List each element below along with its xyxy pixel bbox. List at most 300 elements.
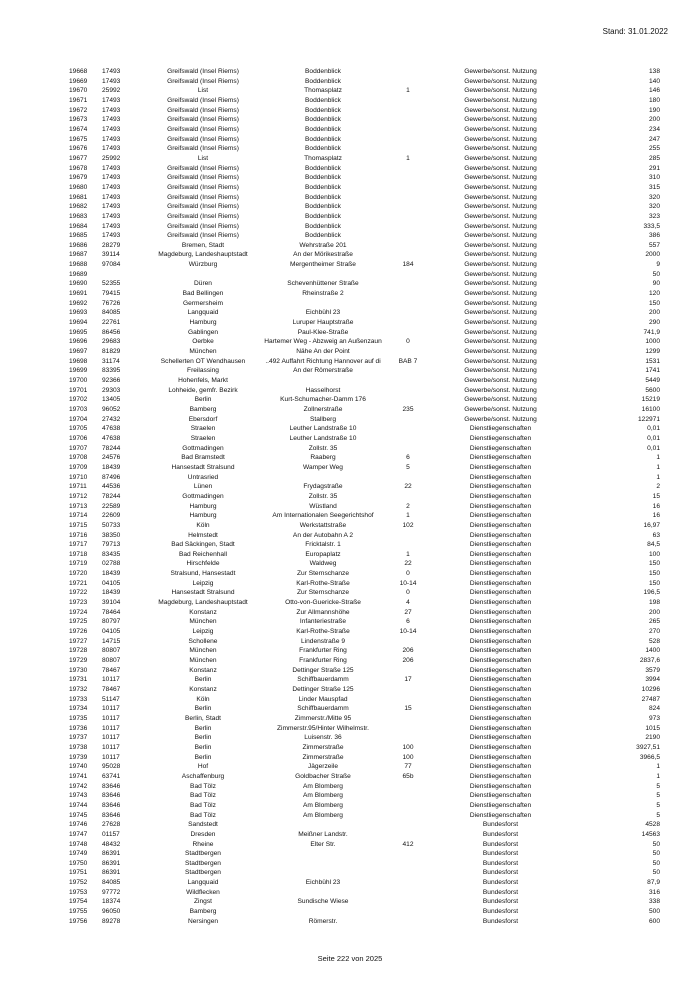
cell-flaeche: 9	[656, 261, 660, 269]
cell-flaeche: 84,5	[647, 541, 660, 549]
cell-nutzungsart: Gewerbe/sonst. Nutzung	[464, 125, 537, 133]
cell-ort: München	[189, 657, 217, 665]
cell-hausnummer	[388, 695, 428, 705]
table-row	[0, 811, 700, 821]
cell-ort: Gottmadingen	[182, 444, 224, 452]
cell-ort: Magdeburg, Landeshauptstadt	[158, 251, 248, 259]
cell-flaeche: 316	[648, 888, 660, 896]
cell-lfd-nr: 19688	[69, 261, 88, 269]
cell-ort: Straelen	[190, 425, 216, 433]
cell-strasse: Boddenblick	[305, 106, 341, 114]
cell-lfd-nr: 19744	[69, 801, 88, 809]
cell-nutzungsart: Gewerbe/sonst. Nutzung	[464, 405, 537, 413]
cell-strasse: Jägerzeile	[307, 763, 339, 771]
table-row	[0, 154, 700, 164]
cell-flaeche: 338	[648, 898, 660, 906]
cell-plz: 18374	[102, 898, 121, 906]
cell-strasse: An der Mörikestraße	[293, 251, 353, 259]
cell-plz: 79415	[102, 290, 121, 298]
cell-flaeche: 1000	[645, 338, 660, 346]
cell-plz: 83435	[102, 550, 121, 558]
cell-nutzungsart: Gewerbe/sonst. Nutzung	[464, 174, 537, 182]
cell-lfd-nr: 19712	[69, 492, 88, 500]
table-row	[0, 685, 700, 695]
cell-ort: München	[189, 348, 217, 356]
cell-hausnummer: 6	[406, 618, 410, 626]
cell-hausnummer	[388, 685, 428, 695]
cell-plz: 84085	[102, 879, 121, 887]
cell-lfd-nr: 19679	[69, 174, 88, 182]
cell-lfd-nr: 19721	[69, 579, 88, 587]
cell-ort: Greifswald (Insel Riems)	[167, 222, 239, 230]
cell-flaeche: 87,9	[647, 879, 660, 887]
cell-lfd-nr: 19707	[69, 444, 88, 452]
cell-nutzungsart: Dienstliegenschaften	[469, 695, 532, 703]
cell-lfd-nr: 19731	[69, 676, 88, 684]
cell-plz: 22761	[102, 319, 121, 327]
cell-plz: 83395	[102, 367, 121, 375]
cell-strasse: Am Blomberg	[303, 811, 343, 819]
cell-flaeche: 5	[656, 801, 660, 809]
cell-flaeche: 150	[648, 299, 660, 307]
cell-flaeche: 320	[648, 193, 660, 201]
table-row	[0, 318, 700, 328]
cell-strasse: Leuther Landstraße 10	[289, 434, 357, 442]
table-row	[0, 617, 700, 627]
cell-strasse: Römerstr.	[308, 917, 338, 925]
cell-plz: 86456	[102, 328, 121, 336]
cell-nutzungsart: Gewerbe/sonst. Nutzung	[464, 299, 537, 307]
cell-lfd-nr: 19675	[69, 135, 88, 143]
cell-strasse: ..492 Auffahrt Richtung Hannover auf di	[265, 357, 381, 365]
cell-strasse: Boddenblick	[305, 135, 341, 143]
cell-plz: 17493	[102, 116, 121, 124]
cell-hausnummer	[388, 859, 428, 869]
cell-nutzungsart: Dienstliegenschaften	[469, 502, 532, 510]
cell-nutzungsart: Dienstliegenschaften	[469, 734, 532, 742]
cell-flaeche: 10296	[641, 686, 660, 693]
cell-lfd-nr: 19736	[69, 724, 88, 732]
cell-plz: 89278	[102, 917, 121, 925]
cell-hausnummer	[388, 289, 428, 299]
cell-ort: Greifswald (Insel Riems)	[167, 106, 239, 114]
cell-ort: Berlin	[194, 676, 212, 684]
cell-ort: Berlin	[194, 734, 212, 742]
cell-hausnummer	[388, 164, 428, 174]
cell-nutzungsart: Dienstliegenschaften	[469, 579, 532, 587]
cell-lfd-nr: 19672	[69, 106, 88, 114]
cell-flaeche: 290	[648, 319, 660, 327]
cell-flaeche: 265	[648, 618, 660, 626]
cell-flaeche: 285	[648, 154, 660, 162]
table-row	[0, 260, 700, 270]
table-row	[0, 96, 700, 106]
table-row	[0, 289, 700, 299]
cell-nutzungsart: Gewerbe/sonst. Nutzung	[464, 386, 537, 394]
cell-lfd-nr: 19735	[69, 714, 88, 722]
cell-hausnummer: 235	[402, 405, 414, 413]
cell-ort: Hansestadt Stralsund	[171, 463, 235, 471]
cell-ort: Lohheide, gemfr. Bezirk	[168, 386, 238, 394]
cell-ort: Bad Tölz	[190, 801, 216, 809]
cell-nutzungsart: Gewerbe/sonst. Nutzung	[464, 68, 537, 75]
cell-flaeche: 200	[648, 309, 660, 317]
cell-lfd-nr: 19685	[69, 232, 88, 240]
cell-flaeche: 150	[648, 560, 660, 568]
cell-flaeche: 255	[648, 145, 660, 153]
cell-hausnummer	[388, 386, 428, 396]
cell-plz: 17493	[102, 96, 121, 104]
cell-flaeche: 557	[648, 241, 660, 249]
cell-ort: Greifswald (Insel Riems)	[167, 203, 239, 211]
cell-hausnummer	[388, 395, 428, 405]
table-row	[0, 666, 700, 676]
cell-nutzungsart: Gewerbe/sonst. Nutzung	[464, 193, 537, 201]
cell-lfd-nr: 19693	[69, 309, 88, 317]
cell-flaeche: 146	[648, 87, 660, 95]
cell-hausnummer: 206	[402, 657, 414, 665]
cell-hausnummer	[388, 531, 428, 541]
cell-hausnummer	[388, 444, 428, 454]
cell-flaeche: 3994	[645, 676, 660, 684]
cell-hausnummer	[388, 917, 428, 927]
cell-lfd-nr: 19748	[69, 840, 88, 848]
table-row	[0, 444, 700, 454]
cell-hausnummer	[388, 724, 428, 734]
cell-nutzungsart: Gewerbe/sonst. Nutzung	[464, 338, 537, 346]
cell-lfd-nr: 19727	[69, 637, 88, 645]
cell-nutzungsart: Gewerbe/sonst. Nutzung	[464, 328, 537, 336]
cell-lfd-nr: 19680	[69, 183, 88, 191]
cell-ort: Bamberg	[189, 908, 217, 916]
cell-hausnummer	[388, 183, 428, 193]
cell-plz: 17493	[102, 193, 121, 201]
cell-nutzungsart: Dienstliegenschaften	[469, 473, 532, 481]
cell-hausnummer	[388, 241, 428, 251]
cell-strasse: Karl-Rothe-Straße	[296, 579, 350, 587]
cell-hausnummer	[388, 473, 428, 483]
table-row	[0, 183, 700, 193]
cell-lfd-nr: 19709	[69, 463, 88, 471]
cell-plz: 86391	[102, 869, 121, 877]
cell-flaeche: 1	[656, 473, 660, 481]
cell-hausnummer	[388, 714, 428, 724]
cell-ort: Greifswald (Insel Riems)	[167, 212, 239, 220]
cell-plz: 83646	[102, 792, 121, 800]
cell-strasse: Karl-Rothe-Straße	[296, 628, 350, 636]
cell-nutzungsart: Dienstliegenschaften	[469, 483, 532, 491]
cell-hausnummer: 1	[406, 512, 410, 520]
cell-flaeche: 50	[652, 850, 660, 858]
table-row	[0, 637, 700, 647]
cell-ort: Stadtbergen	[185, 869, 221, 877]
cell-strasse: Boddenblick	[305, 96, 341, 104]
cell-ort: Lünen	[193, 483, 213, 491]
table-row	[0, 917, 700, 927]
cell-lfd-nr: 19714	[69, 512, 88, 520]
cell-strasse: Boddenblick	[305, 145, 341, 153]
cell-plz: 63741	[102, 772, 121, 780]
cell-lfd-nr: 19756	[69, 917, 88, 925]
cell-ort: Würzburg	[188, 261, 218, 269]
table-row	[0, 897, 700, 907]
cell-plz: 17493	[102, 232, 121, 240]
cell-ort: Hirschfelde	[186, 560, 220, 568]
cell-hausnummer	[388, 888, 428, 898]
cell-flaeche: 3966,5	[639, 753, 660, 761]
cell-strasse	[258, 888, 388, 898]
cell-flaeche: 333,5	[643, 222, 660, 230]
cell-ort: Hamburg	[189, 319, 217, 327]
cell-nutzungsart: Dienstliegenschaften	[469, 454, 532, 462]
cell-hausnummer: BAB 7	[398, 357, 418, 365]
cell-flaeche: 5	[656, 782, 660, 790]
cell-nutzungsart: Dienstliegenschaften	[469, 686, 532, 693]
cell-strasse: Zimmerstr.95/Hinter Wilhelmstr.	[277, 724, 369, 732]
cell-hausnummer: 65b	[402, 772, 414, 780]
cell-hausnummer	[388, 77, 428, 87]
cell-lfd-nr: 19741	[69, 772, 88, 780]
cell-flaeche: 5449	[645, 377, 660, 384]
cell-plz: 02788	[102, 560, 121, 568]
table-row	[0, 646, 700, 656]
cell-lfd-nr: 19738	[69, 743, 88, 751]
table-row	[0, 366, 700, 376]
cell-lfd-nr: 19716	[69, 531, 88, 539]
cell-ort: Greifswald (Insel Riems)	[167, 77, 239, 85]
cell-lfd-nr: 19754	[69, 898, 88, 906]
cell-flaeche: 0,01	[647, 434, 660, 442]
cell-nutzungsart: Bundesforst	[482, 859, 519, 867]
cell-strasse: Elter Str.	[310, 840, 336, 848]
cell-hausnummer	[388, 540, 428, 550]
cell-strasse: Mergentheimer Straße	[290, 261, 356, 269]
cell-plz: 47638	[102, 434, 121, 442]
cell-flaeche: 1741	[645, 367, 660, 375]
table-row	[0, 202, 700, 212]
cell-flaeche: 1	[656, 454, 660, 462]
cell-nutzungsart: Gewerbe/sonst. Nutzung	[464, 319, 537, 327]
cell-hausnummer: 0	[406, 338, 410, 346]
cell-ort: Hof	[197, 763, 209, 771]
cell-nutzungsart: Bundesforst	[482, 908, 519, 916]
cell-hausnummer: 1	[406, 87, 410, 95]
cell-hausnummer: 10-14	[399, 579, 417, 587]
cell-hausnummer: 22	[404, 560, 412, 568]
cell-strasse: Zimmerstraße	[302, 743, 344, 751]
cell-flaeche: 140	[648, 77, 660, 85]
cell-ort: Bad Tölz	[190, 811, 216, 819]
cell-nutzungsart: Gewerbe/sonst. Nutzung	[464, 135, 537, 143]
cell-hausnummer: 22	[404, 483, 412, 491]
cell-strasse: Zollstr. 35	[308, 444, 338, 452]
cell-nutzungsart: Gewerbe/sonst. Nutzung	[464, 222, 537, 230]
cell-ort: Greifswald (Insel Riems)	[167, 164, 239, 172]
cell-plz: 29303	[102, 386, 121, 394]
cell-flaeche: 600	[648, 917, 660, 925]
table-row	[0, 695, 700, 705]
cell-flaeche: 2000	[645, 251, 660, 259]
cell-flaeche: 5	[656, 811, 660, 819]
cell-strasse: Hartemer Weg - Abzweig an Außenzaun	[264, 338, 382, 346]
cell-lfd-nr: 19745	[69, 811, 88, 819]
table-row	[0, 67, 700, 77]
cell-flaeche: 150	[648, 570, 660, 578]
cell-nutzungsart: Dienstliegenschaften	[469, 628, 532, 636]
cell-ort: Gablingen	[187, 328, 219, 336]
cell-strasse: Boddenblick	[305, 116, 341, 124]
cell-ort: Greifswald (Insel Riems)	[167, 125, 239, 133]
cell-flaeche: 200	[648, 608, 660, 616]
table-row	[0, 270, 700, 280]
cell-lfd-nr: 19699	[69, 367, 88, 375]
cell-hausnummer	[388, 492, 428, 502]
cell-plz: 18439	[102, 589, 121, 597]
cell-plz: 01157	[102, 830, 120, 838]
cell-nutzungsart: Gewerbe/sonst. Nutzung	[464, 290, 537, 298]
cell-ort: Greifswald (Insel Riems)	[167, 183, 239, 191]
cell-plz: 39114	[102, 251, 120, 259]
cell-plz: 27432	[102, 415, 121, 423]
table-row	[0, 279, 700, 289]
cell-plz: 81829	[102, 348, 121, 356]
cell-nutzungsart: Dienstliegenschaften	[469, 657, 532, 665]
cell-strasse: Zur Allmannshöhe	[296, 608, 350, 616]
cell-ort: Bad Tölz	[190, 792, 216, 800]
cell-strasse	[258, 820, 388, 830]
cell-nutzungsart: Dienstliegenschaften	[469, 753, 532, 761]
cell-plz: 17493	[102, 125, 121, 133]
cell-strasse: Nähe An der Point	[296, 348, 350, 356]
cell-flaeche: 1	[656, 772, 660, 780]
cell-flaeche: 100	[648, 550, 660, 558]
cell-strasse: Linder Mauspfad	[298, 695, 348, 703]
cell-hausnummer	[388, 299, 428, 309]
cell-lfd-nr: 19701	[69, 386, 88, 394]
cell-nutzungsart: Gewerbe/sonst. Nutzung	[464, 183, 537, 191]
cell-hausnummer: 10-14	[399, 628, 417, 636]
cell-nutzungsart: Dienstliegenschaften	[469, 763, 532, 771]
cell-strasse: Boddenblick	[305, 77, 341, 85]
cell-lfd-nr: 19671	[69, 96, 88, 104]
cell-nutzungsart: Gewerbe/sonst. Nutzung	[464, 241, 537, 249]
cell-lfd-nr: 19719	[69, 560, 88, 568]
cell-nutzungsart: Gewerbe/sonst. Nutzung	[464, 415, 537, 423]
cell-nutzungsart: Dienstliegenschaften	[469, 492, 532, 500]
cell-flaeche: 234	[648, 125, 660, 133]
cell-strasse: Hasselhorst	[305, 386, 341, 394]
cell-ort: Gottmadingen	[182, 492, 224, 500]
cell-flaeche: 3927,51	[636, 743, 660, 751]
table-row	[0, 868, 700, 878]
cell-ort: Bad Bellingen	[182, 290, 224, 298]
cell-hausnummer	[388, 897, 428, 907]
cell-plz: 83646	[102, 811, 121, 819]
cell-plz: 22589	[102, 502, 121, 510]
table-row	[0, 337, 700, 347]
cell-ort: Bad Bramstedt	[181, 454, 225, 462]
cell-lfd-nr: 19752	[69, 879, 88, 887]
cell-strasse: Dettinger Straße 125	[292, 666, 354, 674]
cell-strasse: Lindenstraße 9	[301, 637, 345, 645]
cell-flaeche: 122971	[637, 415, 660, 423]
cell-flaeche: 2190	[645, 734, 660, 742]
cell-ort	[148, 270, 258, 280]
table-row	[0, 386, 700, 396]
cell-ort: Greifswald (Insel Riems)	[167, 232, 239, 240]
table-row	[0, 559, 700, 569]
cell-flaeche: 16100	[641, 405, 660, 413]
cell-strasse: Am Blomberg	[303, 782, 343, 790]
cell-lfd-nr: 19670	[69, 87, 88, 95]
cell-flaeche: 1400	[645, 647, 660, 655]
cell-ort: München	[189, 618, 217, 626]
cell-lfd-nr: 19705	[69, 425, 88, 433]
cell-flaeche: 386	[648, 232, 660, 240]
cell-strasse: Paul-Klee-Straße	[297, 328, 349, 336]
cell-nutzungsart: Dienstliegenschaften	[469, 811, 532, 819]
cell-plz: 29683	[102, 338, 121, 346]
cell-nutzungsart: Bundesforst	[482, 840, 519, 848]
cell-strasse: Sundische Wiese	[297, 898, 349, 906]
cell-strasse: Frankfurter Ring	[299, 657, 347, 665]
table-row	[0, 135, 700, 145]
cell-lfd-nr: 19713	[69, 502, 88, 510]
cell-flaeche: 315	[648, 183, 660, 191]
cell-plz: 83646	[102, 782, 121, 790]
cell-nutzungsart: Dienstliegenschaften	[469, 550, 532, 558]
cell-hausnummer	[388, 328, 428, 338]
cell-ort: Dresden	[190, 830, 216, 838]
cell-strasse: Am Internationalen Seegerichtshof	[272, 512, 374, 520]
table-row	[0, 164, 700, 174]
cell-ort: Köln	[196, 695, 210, 703]
table-row	[0, 782, 700, 792]
table-row	[0, 173, 700, 183]
cell-plz: 78244	[102, 444, 121, 452]
cell-ort: Sandstedt	[188, 821, 218, 829]
cell-hausnummer: 0	[406, 589, 410, 597]
cell-plz: 17493	[102, 77, 121, 85]
cell-flaeche: 0,01	[647, 425, 660, 433]
cell-nutzungsart: Dienstliegenschaften	[469, 772, 532, 780]
cell-nutzungsart: Gewerbe/sonst. Nutzung	[464, 357, 537, 365]
cell-plz: 18439	[102, 570, 121, 578]
cell-ort: Greifswald (Insel Riems)	[167, 135, 239, 143]
cell-plz: 78244	[102, 492, 121, 500]
cell-hausnummer	[388, 376, 428, 386]
cell-strasse: Boddenblick	[305, 183, 341, 191]
cell-plz: 10117	[102, 714, 120, 722]
cell-ort: Untrasried	[187, 473, 219, 481]
cell-flaeche: 16	[652, 502, 660, 510]
cell-hausnummer	[388, 279, 428, 289]
cell-strasse	[258, 868, 388, 878]
cell-plz: 04105	[102, 579, 121, 587]
table-row	[0, 115, 700, 125]
table-row	[0, 241, 700, 251]
cell-hausnummer: 15	[404, 705, 412, 713]
cell-strasse	[258, 299, 388, 309]
cell-lfd-nr: 19678	[69, 164, 88, 172]
cell-hausnummer	[388, 878, 428, 888]
cell-strasse: Zimmerstr./Mitte 95	[294, 714, 352, 722]
cell-lfd-nr: 19689	[69, 270, 88, 278]
table-row	[0, 791, 700, 801]
cell-ort: Magdeburg, Landeshauptstadt	[158, 599, 248, 607]
table-row	[0, 762, 700, 772]
cell-plz: 87496	[102, 473, 121, 481]
